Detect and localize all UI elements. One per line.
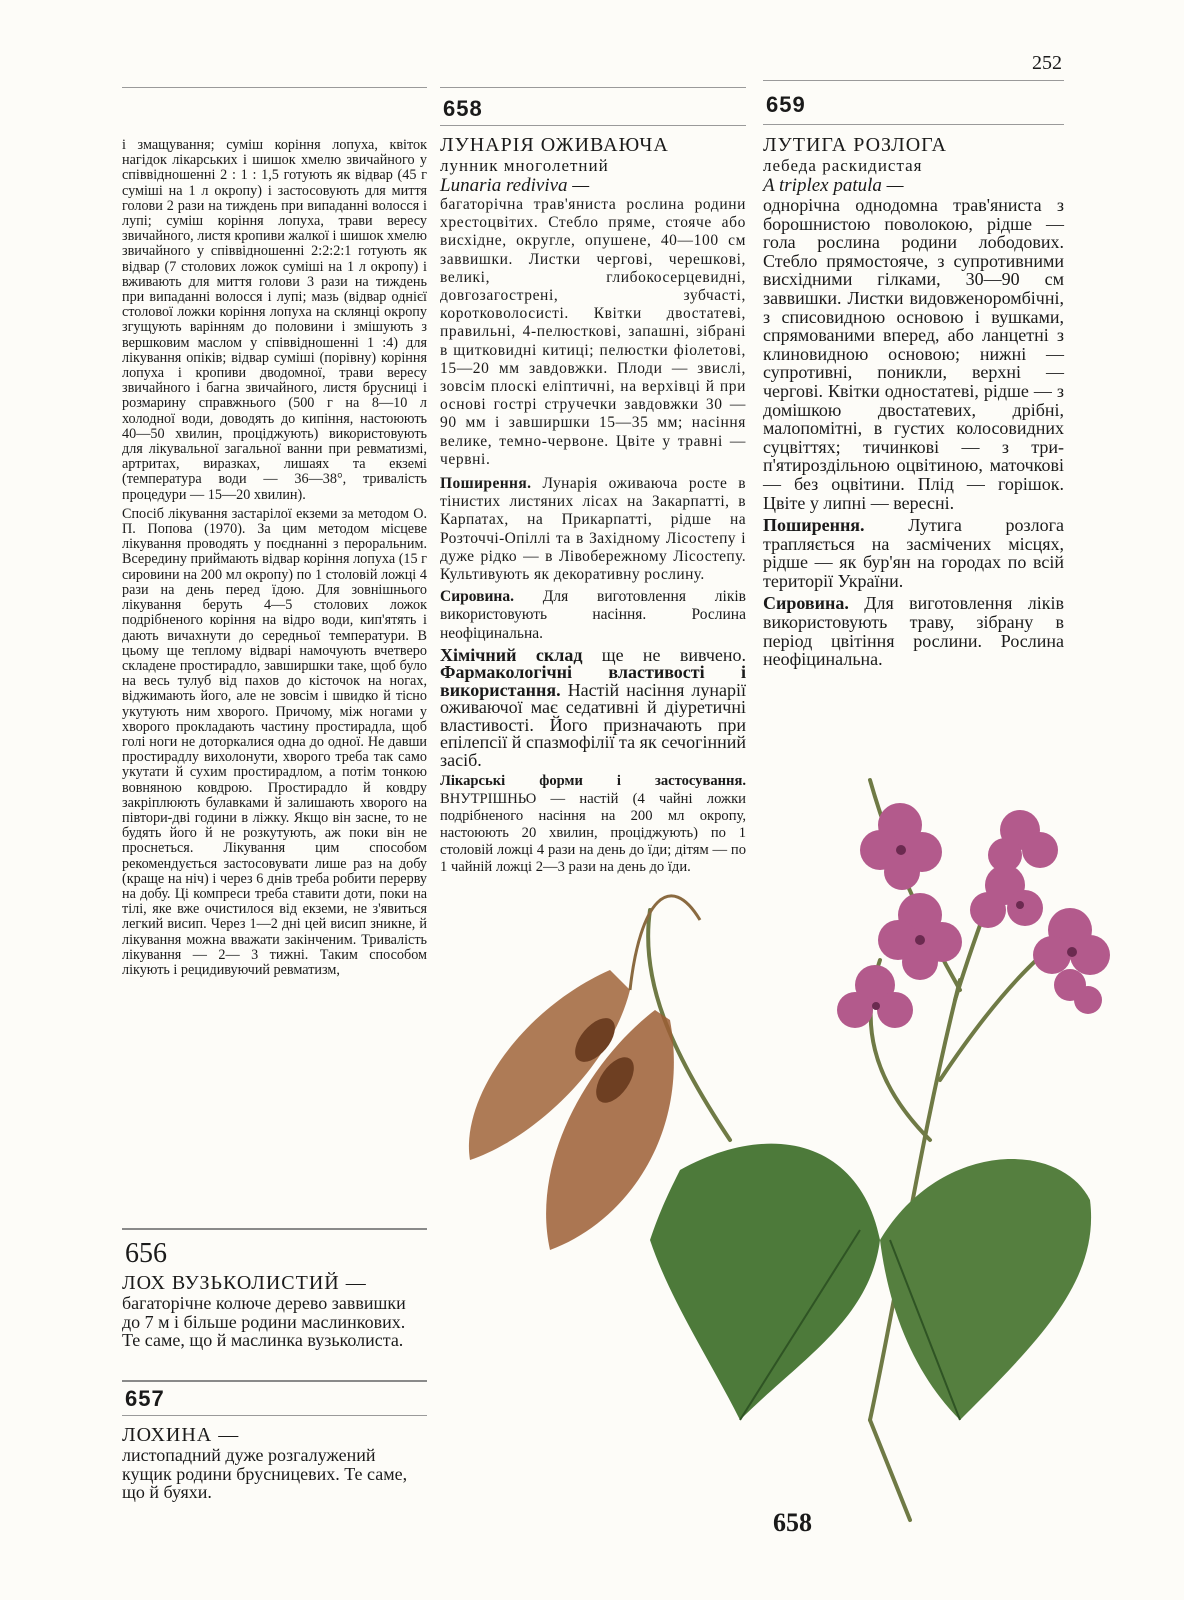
flower-2 — [988, 810, 1058, 872]
leaves — [650, 1144, 1091, 1420]
seed-pods — [469, 896, 700, 1250]
entry-658-chem-label: Хімічний склад — [440, 644, 583, 665]
entry-659 — [763, 134, 1064, 673]
flower-6 — [1033, 908, 1110, 975]
header-rule-mid — [440, 87, 746, 88]
col1-paragraph-2: Спосіб лікування застарілої екземи за методом О. П. Попова (1970). За цим методом місцеве лікування проводять у поєднанні з пероральним. Всередину приймають відвар коріння лопуха (15 г сировини на 200 мл окропу) по 1 столовій ложці 4 рази на день перед їдою. Для зовнішнього лікування беруть 4—5 столових ложок подрібненого коріння на відро води, кип'ятять і дають вичахнути до середньої температури. В цьому ще теплому відварі намочують вчетверо складене простирадло, завширшки таке, щоб було на весь тулуб від пахов до кісточок на ногах, віджимають його, але не зовсім і швидко й тісно укутують ним хворого. Причому, між ногами у хворого прокладають частину простирадла, щоб голі ноги не доторкалися одна до одної. Не давши простирадлу вихолонути, хворого треба так само укутати й сухим простирадлом, а потім тонкою вовняною ковдрою. Простирадло й ковдру закріплюють булавками й залишають хворого на півтори-дві години в ліжку. Якщо він засне, то не будять його й не розкутують, аж поки він не проснеться. Лікування цим способом рекомендується застосовувати лише раз на добу (краще на ніч) і через 6 днів треба робити перерву на добу. Ці компреси треба ставити доти, поки на тілі, яке вже очистилося від екземи, не з'явиться легкий висип. Через 1—2 дні цей висип зникне, й лікування можна вважати закінченим. Тривалість лікування — 2— 3 тижні. Таким способом лікують і рецидивуючий ревматизм, — [122, 505, 427, 978]
entry-658-raw: Для виготовлення ліків використовують насіння. Рослина неофіцинальна. — [440, 588, 746, 642]
flower-5 — [837, 965, 913, 1028]
entry-659-raw-label: Сировина. — [763, 593, 849, 614]
entry-658-pharm-label: Фармакологічні властивості і використання. — [440, 662, 746, 700]
column-left — [122, 138, 427, 982]
entry-659-raw: Для виготовлення ліків використовують траву, зібрану в період цвітіння рослини. Рослина неофіцинальна. — [763, 593, 1064, 670]
plate-label: 658 — [773, 1508, 812, 1537]
entry-659-spread-label: Поширення. — [763, 515, 865, 536]
entry-657-rule-2 — [122, 1415, 427, 1416]
entry-657-title: ЛОХИНА — — [122, 1424, 240, 1446]
entry-656-number: 656 — [125, 1238, 167, 1269]
entry-658-forms-label: Лікарські форми і застосування. — [440, 773, 746, 790]
entry-659-spread: Лутига розлога трапляється на засмічених місцях, рідше — як бур'ян на городах по всій території України. — [763, 515, 1064, 591]
entry-656-text: багаторічне колюче дерево заввишки до 7 м і більше родини маслинкових. Те саме, що й маслинка вузьколиста. — [122, 1293, 406, 1351]
entry-658-russian: лунник многолетний — [440, 156, 609, 175]
entry-657 — [122, 1424, 427, 1502]
plant-illustration — [440, 720, 1140, 1560]
entry-658-spread: Лунарія оживаюча росте в тінистих листяних лісах на Закарпатті, в Карпатах, на Прикарпатті, рідше на Розточчі-Опіллі та в Західному Лісостепу і дуже рідко — в Лівобережному Лісостепу. Культивують як декоративну рослину. — [440, 475, 746, 584]
entry-659-rule — [763, 124, 1064, 125]
entry-658-spread-label: Поширення. — [440, 475, 532, 493]
entry-658-forms: ВНУТРІШНЬО — настій (4 чайні ложки подрібненого насіння на 200 мл окропу, настоюють 20 хвилин, проціджують) по 1 столовій ложці 4 рази на день до їди; дітям — по 1 чайній ложці 2—3 рази на день до їди. — [440, 790, 746, 876]
entry-656-rule — [122, 1228, 427, 1230]
entry-658-description: багаторічна трав'яниста рослина родини хрестоцвітих. Стебло пряме, стояче або висхідне, округле, опушене, 40—100 см заввишки. Листки чергові, черешкові, великі, глибокосерцевидні, довгозагострені, зубчасті, коротковолосисті. Квітки двостатеві, правильні, 4-пелюсткові, запашні, зібрані в щитковидні китиці; пелюстки фіолетові, 15—20 мм завдовжки. Плоди — звислі, зовсім плоскі еліптичні, на верхівці й при основі гострі стручечки завдовжки 30 —90 мм і завширшки 15—35 мм; насіння велике, темно-червоне. Цвіте у травні — червні. — [440, 196, 746, 468]
entry-658-number: 658 — [443, 96, 483, 121]
flower-7 — [1054, 969, 1102, 1014]
entry-659-number: 659 — [766, 92, 806, 117]
entry-658-chem: ще не вивчено. — [601, 644, 746, 665]
flowers — [837, 803, 1110, 1028]
entry-659-russian: лебеда раскидистая — [763, 156, 923, 175]
entry-657-text: листопадний дуже розгалужений кущик родини брусницевих. Те саме, що й буяхи. — [122, 1445, 408, 1503]
entry-659-title: ЛУТИГА РОЗЛОГА — [763, 134, 947, 156]
entry-658-pharm: Настій насіння лунарії оживаючої має седативні й діуретичні властивості. Його призначають при епілепсії й спазмофілії та як сечогінний засіб. — [440, 679, 747, 770]
flower-4 — [970, 865, 1043, 928]
header-rule-left — [122, 87, 427, 88]
entry-659-description: однорічна однодомна трав'яниста з борошнистою поволокою, рідше — гола рослина родини лободових. Стебло прямостояче, з супротивними висхідними гілками, 30—90 см заввишки. Листки видовженоромбічні, з списовидною основою і вушками, спрямованими вперед, або ланцетні з клиновидною основою; нижні — супротивні, поникли, верхні — чергові. Квітки одностатеві, рідше — з домішкою двостатевих, дрібні, малопомітні, в густих колосовидних суцвіттях; тичинкові — з три-п'ятироздільною оцвітиною, маточкові — без оцвітини. Плід — горішок. Цвіте у липні — вересні. — [763, 195, 1064, 513]
entry-658-latin: Lunaria rediviva — — [440, 175, 590, 196]
entry-659-latin: A triplex patula — — [763, 175, 904, 196]
header-rule-right — [763, 80, 1064, 81]
col1-paragraph-1: і змащування; суміш коріння лопуха, квіток нагідок лікарських і шишок хмелю звичайного у співвідношенні 2 : 1 : 1,5 готують як відвар (45 г суміші на 1 л окропу) і застосовують для миття голови 2 рази на тиждень при випаданні волосся і лупі; суміш коріння лопуха, трави вересу звичайного, листя кропиви жалкої і шишок хмелю звичайного у співвідношенні 2:2:2:1 готують як відвар (7 столових ложок суміші на 1 л окропу) і вживають для миття голови 3 рази на тиждень при випаданні волосся і лупі; мазь (відвар однієї столової ложки коріння лопуха на склянці окропу згущують варінням до половини і змішують з вершковим маслом у співвідношенні 1 :4) для лікування опіків; відвар суміші (порівну) коріння лопуха і кропиви дводомної, трави вересу звичайного і багна звичайного, листя брусниці і розмарину справжнього (500 г на 8—10 л холодної води, доводять до кипіння, настоюють 40—50 хвилин, проціджують) використовують для лікувальної загальної ванни при ревматизмі, артритах, виразках, лишаях та екземі (температура води — 36—38°, тривалість процедури — 15—20 хвилин). — [122, 137, 427, 503]
entry-657-rule — [122, 1380, 427, 1382]
entry-656-title: ЛОХ ВУЗЬКОЛИСТИЙ — — [122, 1272, 367, 1294]
entry-656 — [122, 1272, 427, 1350]
entry-657-number: 657 — [125, 1386, 165, 1411]
entry-658-raw-label: Сировина. — [440, 588, 514, 606]
entry-658-rule — [440, 125, 746, 126]
page-number: 252 — [1032, 52, 1062, 74]
entry-658-title: ЛУНАРІЯ ОЖИВАЮЧА — [440, 134, 669, 156]
